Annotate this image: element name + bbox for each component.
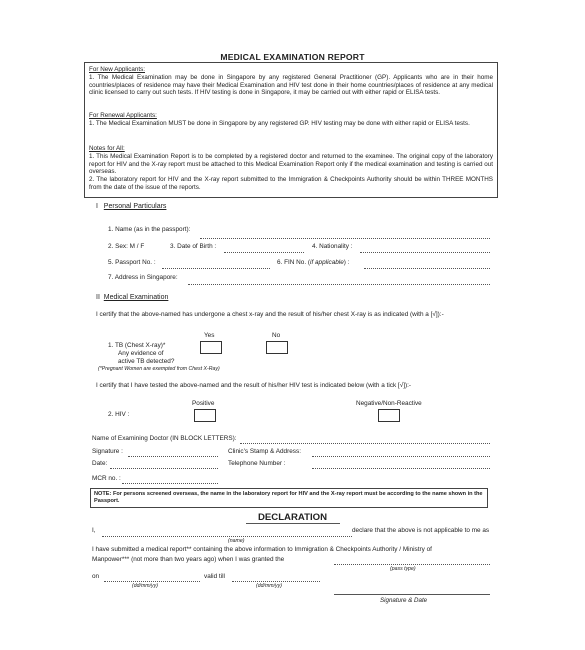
- overseas-note: NOTE: For persons screened overseas, the name in the laboratory report for HIV and the X-ray report must be according to the name shown in the Passport.: [90, 488, 488, 508]
- signature-label: Signature :: [92, 448, 123, 455]
- medical-section-heading: [96, 294, 168, 301]
- nationality-field[interactable]: [360, 252, 490, 253]
- new-applicants-text: 1. The Medical Examination may be done in Singapore by any registered General Practitioner (GP). Applicants who are in their home countries/places of residence may have their Medical Examination and HIV test done in their home countries/places of residence at any medical clinic licensed to carry out such tests. If HIV testing is done in Singapore, it may be carried out with either rapid or ELISA tests.: [89, 73, 493, 97]
- date-field[interactable]: [110, 468, 218, 469]
- dob-field[interactable]: [224, 252, 304, 253]
- positive-label: Positive: [192, 400, 215, 407]
- signature-date-line[interactable]: [334, 594, 490, 595]
- renewal-applicants-heading: For Renewal Applicants:: [89, 112, 157, 119]
- address-field[interactable]: [188, 284, 490, 285]
- hiv-label: 2. HIV :: [108, 411, 130, 418]
- notes-all-heading: Notes for All:: [89, 145, 125, 152]
- declaration-heading: DECLARATION: [257, 512, 328, 523]
- new-applicants-block: [89, 66, 493, 97]
- notes-box: [84, 62, 498, 198]
- personal-section-title: Personal Particulars: [103, 203, 167, 210]
- fin-label-italic: if applicable: [310, 259, 344, 266]
- certify-xray-text: I certify that the above-named has undergone a chest x-ray and the result of his/her chest X-ray is as indicated (with a [√]):-: [96, 311, 444, 318]
- stamp-label: Clinic's Stamp & Address:: [228, 448, 301, 455]
- nationality-label: 4. Nationality :: [312, 243, 353, 250]
- tb-label-3: active TB detected?: [118, 358, 175, 365]
- personal-section-heading: [96, 203, 166, 210]
- medical-section-num: II: [96, 294, 100, 301]
- telephone-field[interactable]: [312, 468, 490, 469]
- tb-label-2: Any evidence of: [118, 350, 164, 357]
- renewal-applicants-block: [89, 112, 493, 128]
- declarant-name-field[interactable]: [102, 536, 352, 537]
- date-label: Date:: [92, 460, 108, 467]
- tb-yes-checkbox[interactable]: [200, 341, 222, 354]
- name-field[interactable]: [200, 238, 490, 239]
- valid-till-label: valid till: [204, 573, 225, 580]
- valid-till-field[interactable]: [232, 581, 320, 582]
- certify-hiv-text: I certify that I have tested the above-named and the result of his/her HIV test is indicated below (with a tick [√]):-: [96, 382, 412, 389]
- new-applicants-heading: For New Applicants:: [89, 66, 145, 73]
- hiv-positive-checkbox[interactable]: [194, 409, 216, 422]
- declare-text: declare that the above is not applicable to me as: [352, 527, 490, 534]
- stamp-field[interactable]: [312, 456, 490, 457]
- telephone-label: Telephone Number :: [228, 460, 286, 467]
- page-title: MEDICAL EXAMINATION REPORT: [220, 52, 365, 62]
- fin-label: [277, 259, 349, 266]
- manpower-text-content: Manpower*** (not more than two years ago) when I was granted the: [92, 556, 285, 563]
- declaration-i: I,: [92, 527, 96, 534]
- tb-no-checkbox[interactable]: [266, 341, 288, 354]
- mcr-label: MCR no. :: [92, 475, 121, 482]
- pass-type-field[interactable]: [334, 564, 490, 565]
- yes-label: Yes: [204, 332, 215, 339]
- valid-till-hint: (dd/mm/yy): [256, 583, 282, 589]
- renewal-applicants-text: 1. The Medical Examination MUST be done in Singapore by any registered GP. HIV testing may be done with either rapid or ELISA tests.: [89, 119, 470, 127]
- notes-all-text-2: 2. The laboratory report for HIV and the X-ray report submitted to the Immigration & Checkpoints Authority should be within THREE MONTHS from the date of the issue of the reports.: [89, 176, 493, 191]
- fin-label-end: ) :: [343, 259, 350, 266]
- sex-label[interactable]: 2. Sex: M / F: [108, 243, 145, 250]
- granted-date-hint: (dd/mm/yy): [132, 583, 158, 589]
- fin-label-start: 6. FIN No. (: [277, 259, 311, 266]
- on-label: on: [92, 573, 100, 580]
- dob-label: 3. Date of Birth :: [170, 243, 217, 250]
- granted-date-field[interactable]: [104, 581, 200, 582]
- notes-all-text-1: 1. This Medical Examination Report is to be completed by a registered doctor and returned to the examinee. The original copy of the laboratory report for HIV and the X-ray report must be attached to this Medical Examination Report only if the medical examination and testing is carried out overseas.: [89, 152, 493, 176]
- signature-field[interactable]: [128, 456, 218, 457]
- pregnant-note: (*Pregnant Women are exempted from Chest X-Ray): [98, 366, 220, 372]
- tb-label-1: 1. TB (Chest X-ray)*: [108, 342, 166, 349]
- doctor-name-field[interactable]: [240, 443, 490, 444]
- negative-label: Negative/Non-Reactive: [356, 400, 422, 407]
- manpower-text: [92, 556, 284, 563]
- name-label: 1. Name (as in the passport):: [108, 226, 191, 233]
- passport-label: 5. Passport No. :: [108, 259, 156, 266]
- signature-date-label: Signature & Date: [380, 597, 428, 604]
- declaration-underline: [246, 523, 340, 524]
- hiv-negative-checkbox[interactable]: [378, 409, 400, 422]
- fin-field[interactable]: [364, 268, 490, 269]
- personal-section-num: I: [96, 203, 98, 210]
- mcr-field[interactable]: [122, 483, 218, 484]
- name-hint: (name): [228, 538, 245, 544]
- passport-field[interactable]: [162, 268, 270, 269]
- pass-type-hint: (pass type): [390, 566, 416, 572]
- submitted-text: I have submitted a medical report** containing the above information to Immigration & Checkpoints Authority / Ministry of: [92, 546, 432, 553]
- medical-section-title: Medical Examination: [103, 294, 169, 301]
- notes-all-block: [89, 145, 493, 192]
- address-label: 7. Address in Singapore:: [108, 274, 178, 281]
- doctor-name-label: Name of Examining Doctor (IN BLOCK LETTERS):: [92, 435, 237, 442]
- no-label: No: [272, 332, 281, 339]
